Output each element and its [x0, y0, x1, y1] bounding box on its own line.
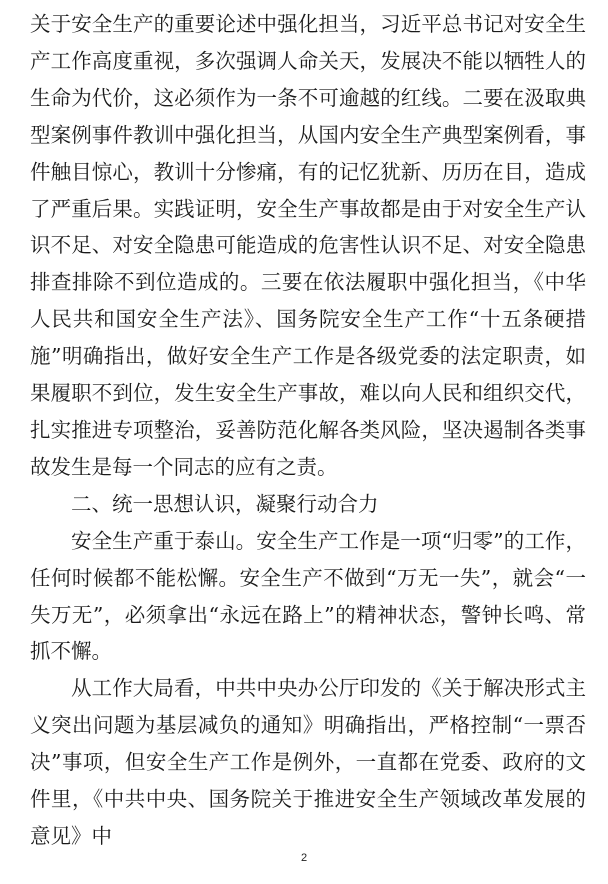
- section-heading: 二、统一思想认识，凝聚行动合力: [71, 491, 379, 516]
- page-number: 2: [300, 852, 308, 864]
- paragraph-work-overview: 从工作大局看，中共中央办公厅印发的《关于解决形式主义突出问题为基层减负的通知》明确指出，严格控制“一票否决”事项，但安全生产工作是例外，一直都在党委、政府的文件里，《中共中央、国务院关于推进安全生产领域改革发展的意见》中: [30, 676, 586, 848]
- paragraph-continued: 关于安全生产的重要论述中强化担当，习近平总书记对安全生产工作高度重视，多次强调人命关天，发展决不能以牺牲人的生命为代价，这必须作为一条不可逾越的红线。二要在汲取典型案例事件教训中强化担当，从国内安全生产典型案例看，事件触目惊心，教训十分惨痛，有的记忆犹新、历历在目，造成了严重后果。实践证明，安全生产事故都是由于对安全生产认识不足、对安全隐患可能造成的危害性认识不足、对安全隐患排查排除不到位造成的。三要在依法履职中强化担当，《中华人民共和国安全生产法》、国务院安全生产工作“十五条硬措施”明确指出，做好安全生产工作是各级党委的法定职责，如果履职不到位，发生安全生产事故，难以向人民和组织交代，扎实推进专项整治，妥善防范化解各类风险，坚决遏制各类事故发生是每一个同志的应有之责。: [30, 12, 586, 479]
- paragraph-safety-importance: 安全生产重于泰山。安全生产工作是一项“归零”的工作，任何时候都不能松懈。安全生产不做到“万无一失”，就会“一失万无”，必须拿出“永远在路上”的精神状态，警钟长鸣、常抓不懈。: [30, 528, 586, 664]
- document-body: [30, 6, 586, 855]
